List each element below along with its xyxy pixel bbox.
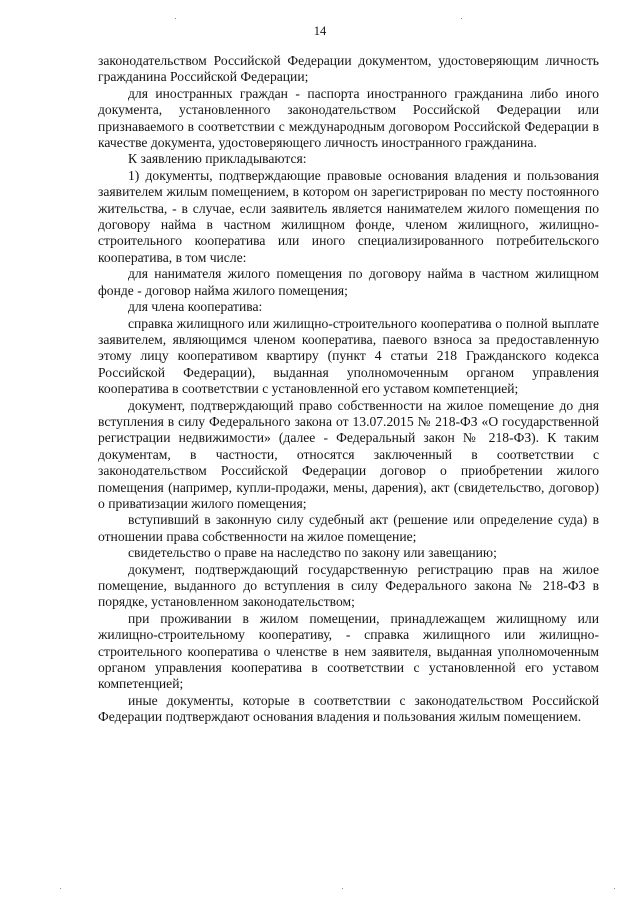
paragraph: документ, подтверждающий право собственности на жилое помещение до дня вступления в силу Федерального закона от 13.07.2015 № 218-ФЗ «О государственной регистрации недвижимости» (далее - Федеральный закон № 218-ФЗ). К таким документам, в частности, относятся заключенный в соответствии с законодательством Российской Федерации договор о приобретении жилого помещения (например, купли-продажи, мены, дарения), акт (свидетельство, договор) о приватизации жилого помещения; [98,397,599,511]
scan-speck [614,888,615,889]
paragraph: законодательством Российской Федерации документом, удостоверяющим личность гражданина Российской Федерации; [98,53,599,85]
scan-speck [342,888,343,889]
paragraph: для нанимателя жилого помещения по договору найма в частном жилищном фонде - договор найма жилого помещения; [98,266,599,298]
paragraph: для иностранных граждан - паспорта иностранного гражданина либо иного документа, установленного законодательством Российской Федерации или признаваемого в соответствии с международным договором Российской Федерации в качестве документа, удостоверяющего личность иностранного гражданина. [98,85,599,151]
paragraph: справка жилищного или жилищно-строительного кооператива о полной выплате заявителем, являющимся членом кооператива, паевого взноса за предоставленную этому лицу кооперативом квартиру (пункт 4 статьи 218 Гражданского кодекса Российской Федерации), выданная уполномоченным органом управления кооператива в соответствии с установленной его уставом компетенцией; [98,315,599,397]
scan-speck [60,888,61,889]
document-body [98,53,599,726]
paragraph: при проживании в жилом помещении, принадлежащем жилищному или жилищно-строительному кооперативу, - справка жилищного или жилищно-строительного кооператива о членстве в нем заявителя, выданная уполномоченным органом управления кооператива в соответствии с установленной его уставом компетенцией; [98,610,599,692]
paragraph: К заявлению прикладываются: [128,151,307,167]
paragraph: для члена кооператива: [128,299,263,315]
paragraph: документ, подтверждающий государственную регистрацию прав на жилое помещение, выданного до вступления в силу Федерального закона № 218-ФЗ в порядке, установленном законодательством; [98,561,599,610]
paragraph: 1) документы, подтверждающие правовые основания владения и пользования заявителем жилым помещением, в котором он зарегистрирован по месту постоянного жительства, - в случае, если заявитель является нанимателем жилого помещения по договору найма в частном жилищном фонде, членом жилищного, жилищно-строительного кооператива или иного специализированного потребительского кооператива, в том числе: [98,167,599,265]
paragraph: вступивший в законную силу судебный акт (решение или определение суда) в отношении права собственности на жилое помещение; [98,512,599,544]
paragraph: свидетельство о праве на наследство по закону или завещанию; [128,545,497,561]
page-number: 14 [313,24,327,38]
paragraph: иные документы, которые в соответствии с законодательством Российской Федерации подтверждают основания владения и пользования жилым помещением. [98,692,599,725]
scan-speck [461,18,462,19]
scan-speck [175,18,176,19]
